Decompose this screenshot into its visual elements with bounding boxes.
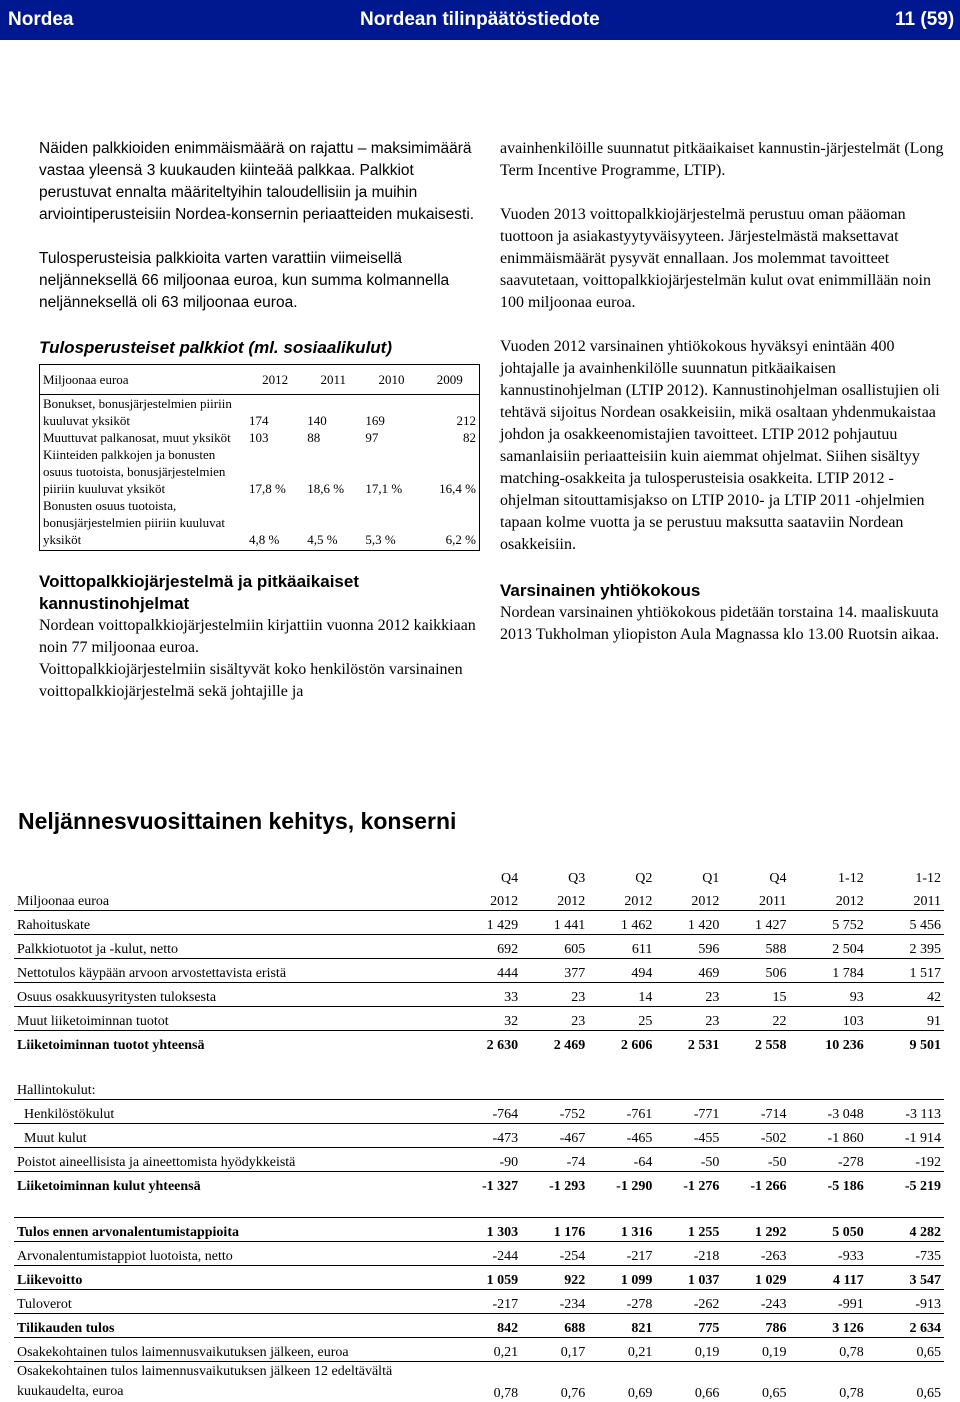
bonus-table-header-label: Miljoonaa euroa [43,372,129,387]
row-value: 93 [789,983,866,1007]
row-value: 444 [454,959,521,983]
row-value: 1 303 [454,1217,521,1241]
row-value: 9 501 [867,1031,944,1055]
row-value: -502 [722,1124,789,1148]
spacer-cell [14,1054,944,1076]
right-paragraph-4: Nordean varsinainen yhtiökokous pidetään torstaina 14. maaliskuuta 2013 Tukholman yliopiston Aula Magnassa klo 13.00 Ruotsin aikaa. [500,604,940,643]
row-value: -244 [454,1241,521,1265]
row-label: Tuloverot [14,1289,454,1313]
left-paragraph-1: Näiden palkkioiden enimmäismäärä on rajattu – maksimimäärä vastaa yleensä 3 kuukauden kiinteää palkkaa. Palkkiot perustuvat ennalta määriteltyihin taloudellisiin ja muihin arviointiperusteisiin Nordea-konsernin periaatteiden mukaisesti. [39,140,475,223]
row-value: 1 316 [588,1217,655,1241]
row-value: -752 [521,1100,588,1124]
column-header-period: Q4 [501,871,519,886]
row-label: Muut kulut [14,1124,454,1148]
row-value: 775 [655,1313,722,1337]
section-title: Neljännesvuosittainen kehitys, konserni [18,808,457,834]
right-paragraph-1: avainhenkilöille suunnatut pitkäaikaiset kannustin-järjestelmät (Long Term Incentive Programme, LTIP). [500,140,944,179]
row-value: 22 [722,1007,789,1031]
left-column [39,138,479,703]
incentive-heading: Voittopalkkiojärjestelmä ja pitkäaikaiset kannustinohjelmat [39,572,359,613]
table-row [14,1217,944,1241]
row-value: 2 558 [722,1031,789,1055]
table-row [14,1361,944,1402]
column-header-period: Q3 [568,871,586,886]
row-value: -1 293 [521,1172,588,1196]
column-header-period: 1-12 [838,871,864,886]
row-value: 1 429 [454,911,521,935]
table-row [14,1031,944,1055]
row-label: Hallintokulut: [17,1083,96,1098]
row-value: 4 117 [789,1265,866,1289]
row-value: 0,76 [521,1361,588,1402]
table-row [14,911,944,935]
bonus-table [39,364,480,551]
row-value: 0,66 [655,1361,722,1402]
row-value: -1 860 [789,1124,866,1148]
bonus-table-header-year: 2012 [262,372,289,387]
row-value: 821 [588,1313,655,1337]
table-row [14,1289,944,1313]
row-value: -64 [588,1148,655,1172]
column-header-year: 2012 [624,894,653,909]
row-value: -217 [588,1241,655,1265]
row-value: -278 [588,1289,655,1313]
row-value: -3 113 [867,1100,944,1124]
row-value [789,1076,866,1100]
row-value: -217 [454,1289,521,1313]
row-label: Tulos ennen arvonalentumistappioita [14,1217,454,1241]
table-row [14,1241,944,1265]
row-label: Rahoituskate [14,911,454,935]
table-row: Muuttuvat palkanosat, muut yksiköt 103 88 97 82 [43,430,476,445]
row-value [521,1076,588,1100]
spacer-row [14,1195,944,1217]
table-row [14,1337,944,1361]
right-paragraph-2: Vuoden 2013 voittopalkkiojärjestelmä perustuu oman pääoman tuottoon ja asiakastyytyväisyyteen. Järjestelmästä maksettavat enimmäismäärät pysyvät ennallaan. Jos molemmat tavoitteet saavutetaan, voittopalkkiojärjestelmän kulut ovat enimmillään noin 100 miljoonaa euroa. [500,206,931,311]
row-value: 605 [521,935,588,959]
column-header-year: 2012 [835,894,864,909]
row-value: -192 [867,1148,944,1172]
row-value: 2 504 [789,935,866,959]
column-header-period: Q1 [702,871,720,886]
row-value: -933 [789,1241,866,1265]
row-value: 0,69 [588,1361,655,1402]
row-value: -714 [722,1100,789,1124]
row-value: 0,65 [722,1361,789,1402]
row-label: Nettotulos käypään arvoon arvostettavista eristä [14,959,454,983]
table-row [14,1100,944,1124]
table-row [14,1076,944,1100]
row-value: 3 547 [867,1265,944,1289]
row-value: -262 [655,1289,722,1313]
row-label: Poistot aineellisista ja aineettomista hyödykkeistä [14,1148,454,1172]
row-value: 0,21 [588,1337,655,1361]
row-value: 842 [454,1313,521,1337]
row-value: 2 634 [867,1313,944,1337]
row-value: 588 [722,935,789,959]
page-header [0,0,960,40]
row-value: -473 [454,1124,521,1148]
row-value: -1 290 [588,1172,655,1196]
left-paragraph-4: Voittopalkkiojärjestelmiin sisältyvät koko henkilöstön varsinainen voittopalkkiojärjestelmä sekä johtajille ja [39,661,463,700]
row-value: 494 [588,959,655,983]
row-value: 0,65 [867,1337,944,1361]
row-label: Palkkiotuotot ja -kulut, netto [14,935,454,959]
bonus-table-heading: Tulosperusteiset palkkiot (ml. sosiaalikulut) [39,338,392,357]
table-row [14,1124,944,1148]
row-value: -3 048 [789,1100,866,1124]
row-value [588,1076,655,1100]
row-value: -467 [521,1124,588,1148]
row-value: -1 327 [454,1172,521,1196]
table-row: Bonusten osuus tuotoista, bonusjärjestelmien piiriin kuuluvat yksiköt 4,8 % 4,5 % 5,3 % 6,2 % [43,498,476,547]
row-value: -913 [867,1289,944,1313]
table-row [14,959,944,983]
column-header-year: 2011 [759,894,787,909]
row-value: 32 [454,1007,521,1031]
row-value: -50 [655,1148,722,1172]
quarterly-table [14,864,944,1402]
row-value: 0,19 [722,1337,789,1361]
row-value: -74 [521,1148,588,1172]
table-row [14,935,944,959]
row-label: Henkilöstökulut [14,1100,454,1124]
header-title: Nordean tilinpäätöstiedote [360,9,600,30]
row-value: 10 236 [789,1031,866,1055]
row-value: -465 [588,1124,655,1148]
row-value: 103 [789,1007,866,1031]
row-value: 692 [454,935,521,959]
row-value: 688 [521,1313,588,1337]
header-label-cell: Miljoonaa euroa [17,894,110,909]
row-value: -1 914 [867,1124,944,1148]
row-value: 1 176 [521,1217,588,1241]
row-value: 1 037 [655,1265,722,1289]
row-value: 2 630 [454,1031,521,1055]
row-label: Osakekohtainen tulos laimennusvaikutuksen jälkeen, euroa [14,1337,454,1361]
row-value: 0,19 [655,1337,722,1361]
row-value: 5 456 [867,911,944,935]
row-value: -5 219 [867,1172,944,1196]
row-value: 0,21 [454,1337,521,1361]
row-value: 1 292 [722,1217,789,1241]
column-header-year: 2011 [913,894,941,909]
row-label: Osuus osakkuusyritysten tuloksesta [14,983,454,1007]
table-row [14,1313,944,1337]
bonus-table-header-year: 2009 [436,372,463,387]
column-header-year: 2012 [490,894,519,909]
row-value: 922 [521,1265,588,1289]
row-value: 611 [588,935,655,959]
row-value: 1 420 [655,911,722,935]
row-value: 14 [588,983,655,1007]
row-value [454,1076,521,1100]
row-value: 0,65 [867,1361,944,1402]
row-value: -991 [789,1289,866,1313]
row-value [655,1076,722,1100]
row-value: -1 266 [722,1172,789,1196]
row-value: -5 186 [789,1172,866,1196]
row-value: 4 282 [867,1217,944,1241]
row-value: -218 [655,1241,722,1265]
row-value: 23 [655,983,722,1007]
row-value: -735 [867,1241,944,1265]
row-label: Arvonalentumistappiot luotoista, netto [14,1241,454,1265]
spacer-cell [14,1195,944,1217]
row-value: 2 395 [867,935,944,959]
row-label: Liikevoitto [14,1265,454,1289]
row-value: 786 [722,1313,789,1337]
row-value: 25 [588,1007,655,1031]
row-label: Muut liiketoiminnan tuotot [14,1007,454,1031]
column-header-period: Q2 [635,871,653,886]
table-row [14,1172,944,1196]
row-value: 0,78 [454,1361,521,1402]
row-value: 469 [655,959,722,983]
row-value [867,1076,944,1100]
row-value: -278 [789,1148,866,1172]
row-value: -1 276 [655,1172,722,1196]
row-value: 23 [521,983,588,1007]
row-value: 377 [521,959,588,983]
row-value: 5 050 [789,1217,866,1241]
row-label: Liiketoiminnan kulut yhteensä [14,1172,454,1196]
row-value: 0,78 [789,1337,866,1361]
row-value: -455 [655,1124,722,1148]
row-value: -50 [722,1148,789,1172]
row-value [722,1076,789,1100]
row-value: 0,78 [789,1361,866,1402]
row-value: 1 517 [867,959,944,983]
row-label: Osakekohtainen tulos laimennusvaikutuksen jälkeen 12 edeltävältä kuukaudelta, euroa [14,1361,454,1402]
row-value: 1 059 [454,1265,521,1289]
row-value: -243 [722,1289,789,1313]
column-header-period: 1-12 [915,871,941,886]
table-row [14,1265,944,1289]
header-company: Nordea [8,9,74,30]
row-value: 3 126 [789,1313,866,1337]
row-value: 91 [867,1007,944,1031]
row-value: 1 462 [588,911,655,935]
row-value: 42 [867,983,944,1007]
table-row: Bonukset, bonusjärjestelmien piiriin kuuluvat yksiköt 174 140 169 212 [40,395,480,430]
row-value: 2 469 [521,1031,588,1055]
row-value: 23 [655,1007,722,1031]
table-header-row [14,864,944,887]
column-header-year: 2012 [557,894,586,909]
row-value: 1 255 [655,1217,722,1241]
table-row [14,1148,944,1172]
table-row [14,1007,944,1031]
bonus-table-header-year: 2011 [320,372,347,387]
row-value: -764 [454,1100,521,1124]
row-value: -761 [588,1100,655,1124]
row-value: 1 784 [789,959,866,983]
row-value: 33 [454,983,521,1007]
row-value: -90 [454,1148,521,1172]
bonus-table-header-year: 2010 [378,372,405,387]
table-row [14,983,944,1007]
row-label: Liiketoiminnan tuotot yhteensä [14,1031,454,1055]
table-header-row [14,887,944,911]
row-value: -263 [722,1241,789,1265]
row-value: 5 752 [789,911,866,935]
row-label: Tilikauden tulos [14,1313,454,1337]
row-value: 23 [521,1007,588,1031]
header-empty-cell [14,864,454,887]
table-row: Kiinteiden palkkojen ja bonusten osuus tuotoista, bonusjärjestelmien piiriin kuuluvat yksiköt 17,8 % 18,6 % 17,1 % 16,4 % [43,447,476,496]
right-column [500,138,950,646]
header-page-number: 11 (59) [895,9,955,30]
row-value: 1 099 [588,1265,655,1289]
row-value: 15 [722,983,789,1007]
row-value: 1 441 [521,911,588,935]
row-value: 2 606 [588,1031,655,1055]
row-value: 596 [655,935,722,959]
spacer-row [14,1054,944,1076]
row-value: -771 [655,1100,722,1124]
row-value: 0,17 [521,1337,588,1361]
row-value: 2 531 [655,1031,722,1055]
agm-heading: Varsinainen yhtiökokous [500,581,701,600]
column-header-year: 2012 [691,894,720,909]
row-value: -234 [521,1289,588,1313]
row-value: -254 [521,1241,588,1265]
left-paragraph-2: Tulosperusteisia palkkioita varten varattiin viimeisellä neljänneksellä 66 miljoonaa euroa, kun summa kolmannella neljänneksellä oli 63 miljoonaa euroa. [39,250,450,311]
right-paragraph-3: Vuoden 2012 varsinainen yhtiökokous hyväksyi enintään 400 johtajalle ja avainhenkilölle suunnatun pitkäaikaisen kannustinohjelman (LTIP 2012). Kannustinohjelman osallistujien oli tehtävä sijoitus Nordean osakkeisiin, mikä osaltaan yhdenmukaistaa johdon ja osakkeenomistajien tavoitteet. LTIP 2012 pohjautuu samanlaisiin periaatteisiin kuin aiemmat ohjelmat. Siihen sisältyy matching-osakkeita ja tulosperusteisia osakkeita. LTIP 2012 -ohjelman sitouttamisjakso on LTIP 2010- ja LTIP 2011 -ohjelmien tapaan kolme vuotta ja se perustuu maksutta saataviin Nordean osakkeisiin. [500,338,940,553]
row-value: 1 427 [722,911,789,935]
column-header-period: Q4 [769,871,787,886]
left-paragraph-3: Nordean voittopalkkiojärjestelmiin kirjattiin vuonna 2012 kaikkiaan noin 77 miljoonaa euroa. [39,617,476,656]
row-value: 1 029 [722,1265,789,1289]
row-value: 506 [722,959,789,983]
